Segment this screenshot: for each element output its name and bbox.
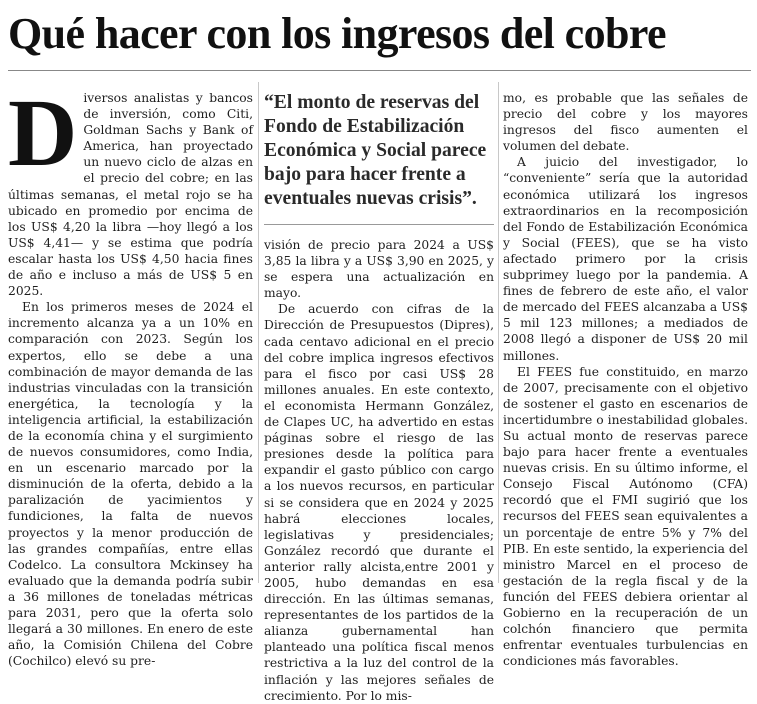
paragraph: A juicio del investigador, lo “conveniente” sería que la autoridad económica utilizará los ingresos extraordinarios en la recomposición del Fondo de Estabilización Económica y Social (FEES), que se ha visto afectado primero por la crisis subprimey luego por la pandemia. A fines de febrero de este año, el valor de mercado del FEES alcanzaba a US$ 5 mil 123 millones; a mediados de 2008 llegó a disponer de US$ 20 mil millones. [503,155,748,363]
paragraph: En los primeros meses de 2024 el incremento alcanza ya a un 10% en comparación con 2023. Según los expertos, ello se debe a una combinación de mayor demanda de las industrias vinculadas con la transición energética, la tecnología y la inteligencia artificial, la estabilización de la economía china y el surgimiento de nuevos consumidores, como India, en un escenario marcado por la disminución de la oferta, debido a la paralización de yacimientos y fundiciones, la falta de nuevos proyectos y la menor producción de las grandes compañías, entre ellas Codelco. La consultora Mckinsey ha evaluado que la demanda podría subir a 36 millones de toneladas métricas para 2031, pero que la oferta solo llegará a 30 millones. En enero de este año, la Comisión Chilena del Cobre (Cochilco) elevó su pre- [8,300,253,669]
pull-quote-divider [264,224,494,225]
headline-divider [8,70,751,71]
pull-quote: “El monto de reservas del Fondo de Estabilización Económica y Social parece bajo para hacer frente a eventuales nuevas crisis”. [264,92,487,209]
article-column-2 [264,91,494,704]
article-column-1 [8,79,253,669]
paragraph: iversos analistas y bancos de inversión, como Citi, Goldman Sachs y Bank of America, han proyectado un nuevo ciclo de alzas en el precio del cobre; en las últimas semanas, el metal rojo se ha ubicado en promedio por encima de los US$ 4,20 la libra —hoy llegó a los US$ 4,41— y se estima que podría escalar hasta los US$ 4,50 hacia fines de año e incluso a más de US$ 5 en 2025. [8,91,253,299]
paragraph: visión de precio para 2024 a US$ 3,85 la libra y a US$ 3,90 en 2025, y se espera una actualización en mayo. [264,238,494,301]
paragraph: mo, es probable que las señales de precio del cobre y los mayores ingresos del fisco aumenten el volumen del debate. [503,91,748,154]
column-divider [498,82,499,583]
page-title: Qué hacer con los ingresos del cobre [8,9,666,58]
column-divider [258,82,259,583]
paragraph: De acuerdo con cifras de la Dirección de Presupuestos (Dipres), cada centavo adicional en el precio del cobre implica ingresos efectivos para el fisco por casi US$ 28 millones anuales. En este contexto, el economista Hermann González, de Clapes UC, ha advertido en estas páginas sobre el riesgo de las presiones desde la política para expandir el gasto público con cargo a los nuevos recursos, en particular si se considera que en 2024 y 2025 habrá elecciones locales, legislativas y presidenciales; González recordó que durante el anterior rally alcista,entre 2001 y 2005, hubo demandas en esa dirección. En las últimas semanas, representantes de los partidos de la alianza gubernamental han planteado una política fiscal menos restrictiva a la luz del control de la inflación y las mejores señales de crecimiento. Por lo mis- [264,302,494,703]
drop-cap: D [8,79,78,186]
paragraph: El FEES fue constituido, en marzo de 2007, precisamente con el objetivo de sostener el gasto en escenarios de incertidumbre o inestabilidad globales. Su actual monto de reservas parece bajo para hacer frente a eventuales nuevas crisis. En su último informe, el Consejo Fiscal Autónomo (CFA) recordó que el FMI sugirió que los recursos del FEES sean equivalentes a un porcentaje de entre 5% y 7% del PIB. En este sentido, la experiencia del ministro Marcel en el proceso de gestación de la regla fiscal y de la función del FEES debiera orientar al Gobierno en la recuperación de un colchón financiero que permita enfrentar eventuales turbulencias en condiciones más favorables. [503,364,748,669]
article-column-3 [503,90,748,669]
